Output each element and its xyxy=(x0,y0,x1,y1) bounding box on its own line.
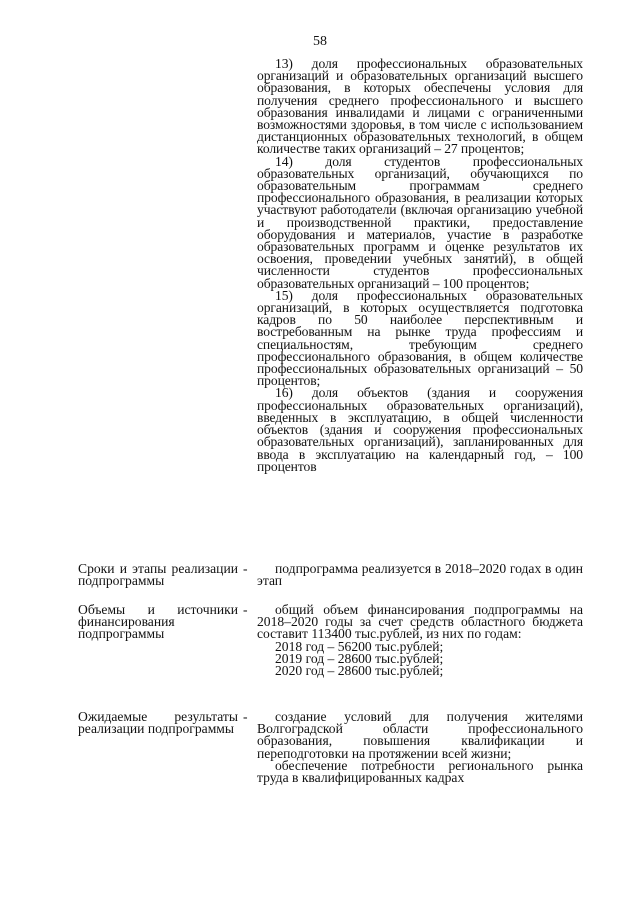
funding-year-2020: 2020 год – 28600 тыс.рублей; xyxy=(275,663,444,679)
funding-year-2018: 2018 год – 56200 тыс.рублей; xyxy=(275,638,444,654)
indicator-16: 16) доля объектов (здания и сооружения профессиональных образовательных организаций), введенных в эксплуатацию, в общей численности объектов (здания и сооружения профессиональных образовательных организаций), запланированных для ввода в эксплуатацию на календарный год, – 100 процентов xyxy=(257,385,583,474)
results-item-2: обеспечение потребности регионального рынка труда в квалифицированных кадрах xyxy=(257,757,583,786)
results-label: Ожидаемые результаты реализации подпрограммы xyxy=(78,709,238,737)
page-number: 58 xyxy=(313,34,327,49)
funding-year-2019: 2019 год – 28600 тыс.рублей; xyxy=(275,650,444,666)
indicator-14: 14) доля студентов профессиональных образовательных организаций, обучающихся по образовательным программам среднего профессионального образования, в реализации которых участвуют работодатели (включая организацию учебной и производственной практики, предоставление оборудования и материалов, участие в разработке образовательных программ и оценке результатов их освоения, проведении учебных занятий), в общей численности студентов профессиональных образовательных организаций – 100 процентов; xyxy=(257,153,583,291)
results-item-1: создание условий для получения жителями Волгоградской области профессионального образования, повышения квалификации и переподготовки на протяжении всей жизни; xyxy=(257,709,583,761)
funding-dash: - xyxy=(243,602,248,617)
results-dash: - xyxy=(243,709,248,724)
terms-label: Сроки и этапы реализации подпрограммы xyxy=(78,561,238,589)
funding-content xyxy=(257,604,583,677)
indicator-13: 13) доля профессиональных образовательных организаций и образовательных организаций высшего образования, в которых обеспечены условия для получения среднего профессионального и высшего образования инвалидами и лицами с ограниченными возможностями здоровья, в том числе с использованием дистанционных образовательных технологий, в общем количестве таких организаций – 27 процентов; xyxy=(257,56,583,157)
indicator-15: 15) доля профессиональных образовательных организаций, в которых осуществляется подготовка кадров по 50 наиболее перспективным и востребованным на рынке труда профессиям и специальностям, требующим среднего профессионального образования, в общем количестве профессиональных образовательных организаций – 50 процентов; xyxy=(257,287,583,389)
terms-dash: - xyxy=(243,561,248,576)
funding-label: Объемы и источники финансирования подпрограммы xyxy=(78,602,238,642)
results-content xyxy=(257,711,583,784)
terms-text: подпрограмма реализуется в 2018–2020 годах в один этап xyxy=(257,561,583,589)
funding-text: общий объем финансирования подпрограммы на 2018–2020 годы за счет средств областного бюджета составит 113400 тыс.рублей, из них по годам: xyxy=(257,602,583,642)
indicators-list xyxy=(257,58,583,473)
terms-content xyxy=(257,563,583,587)
